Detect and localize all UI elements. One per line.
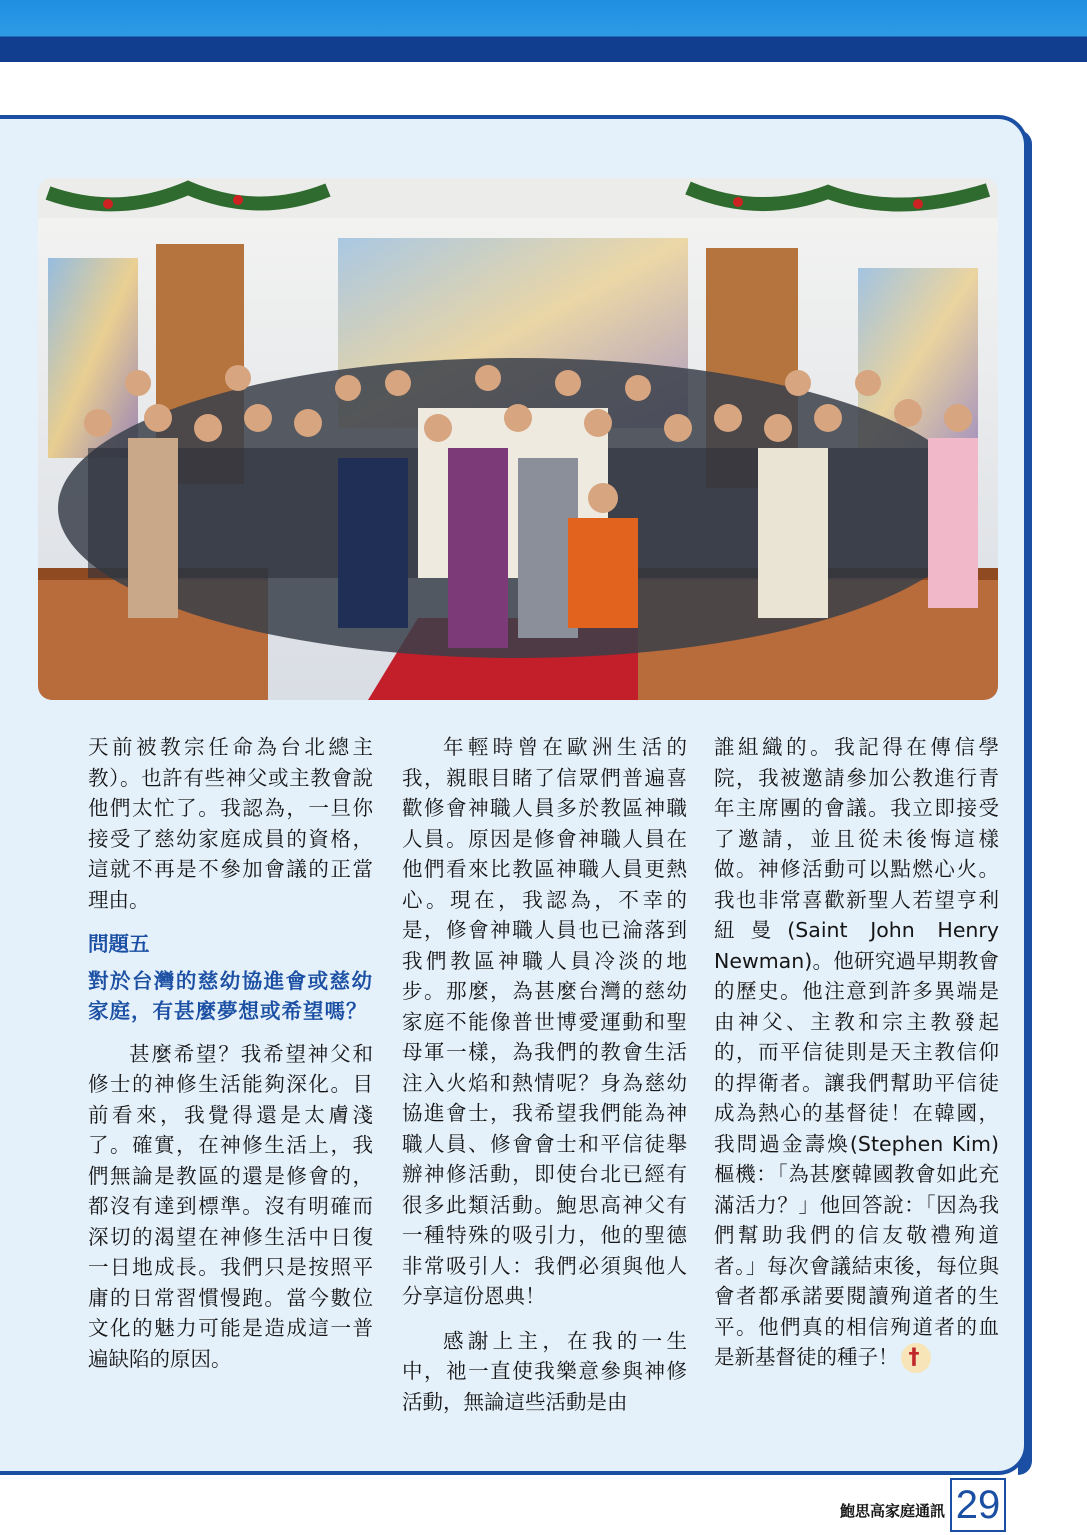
- page-number: 29: [950, 1478, 1006, 1532]
- paragraph: [714, 732, 999, 1373]
- salesian-logo-icon: [901, 1343, 931, 1373]
- question-heading: 對於台灣的慈幼協進會或慈幼家庭，有甚麼夢想或希望嗎？: [88, 968, 373, 1023]
- top-banner: [0, 0, 1087, 70]
- column-3: [714, 732, 999, 1373]
- paragraph: 甚麼希望？我希望神父和修士的神修生活能夠深化。目前看來，我覺得還是太膚淺了。確實，在神修生活上，我們無論是教區的還是修會的，都沒有達到標準。沒有明確而深切的渴望在神修生活中日復一日地成長。我們只是按照平庸的日常習慣慢跑。當今數位文化的魅力可能是造成這一普遍缺陷的原因。: [88, 1041, 373, 1371]
- publication-name: 鮑思高家庭通訊: [840, 1502, 946, 1520]
- question-label: 問題五: [88, 932, 150, 956]
- column-2: [402, 732, 687, 1417]
- column-1: [88, 732, 373, 1374]
- group-photo: [38, 178, 998, 700]
- paragraph-text: 誰組織的。我記得在傳信學院，我被邀請參加公教進行青年主席團的會議。我立即接受了邀請，並且從未後悔這樣做。神修活動可以點燃心火。我也非常喜歡新聖人若望亨利紐曼(Saint John Henry Newman)。他研究過早期教會的歷史。他注意到許多異端是由神父、主教和宗主教發起的，而平信徒則是天主教信仰的捍衛者。讓我們幫助平信徒成為熱心的基督徒！在韓國，我問過金壽煥(Stephen Kim)樞機：「為甚麼韓國教會如此充滿活力？」他回答說：「因為我們幫助我們的信友敬禮殉道者。」每次會議結束後，每位與會者都承諾要閱讀殉道者的生平。他們真的相信殉道者的血是新基督徒的種子！: [714, 735, 999, 1369]
- paragraph: 感謝上主，在我的一生中，祂一直使我樂意參與神修活動，無論這些活動是由: [402, 1328, 687, 1414]
- paragraph: 天前被教宗任命為台北總主教）。也許有些神父或主教會說他們太忙了。我認為，一旦你接受了慈幼家庭成員的資格，這就不再是不參加會議的正當理由。: [88, 735, 373, 912]
- paragraph: 年輕時曾在歐洲生活的我，親眼目睹了信眾們普遍喜歡修會神職人員多於教區神職人員。原因是修會神職人員在他們看來比教區神職人員更熱心。現在，我認為，不幸的是，修會神職人員也已淪落到我們教區神職人員冷淡的地步。那麼，為甚麼台灣的慈幼家庭不能像普世博愛運動和聖母軍一樣，為我們的教會生活注入火焰和熱情呢？身為慈幼協進會士，我希望我們能為神職人員、修會會士和平信徒舉辦神修活動，即使台北已經有很多此類活動。鮑思高神父有一種特殊的吸引力，他的聖德非常吸引人：我們必須與他人分享這份恩典！: [402, 735, 687, 1308]
